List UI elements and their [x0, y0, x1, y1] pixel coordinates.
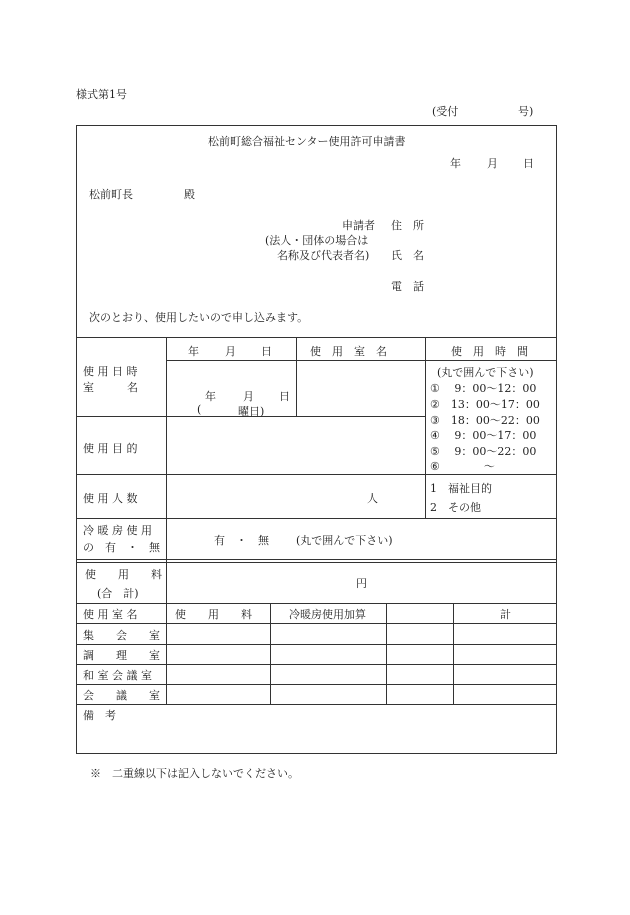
- aircon-choice: 有 ・ 無: [214, 534, 269, 547]
- fee-label-1: 使 用 料: [85, 568, 162, 581]
- rule: [76, 337, 557, 338]
- addressee-honorific: 殿: [184, 188, 195, 201]
- col-aircon-header: 冷暖房使用加算: [289, 608, 366, 621]
- date-day: 日: [523, 157, 534, 170]
- people-label: 使 用 人 数: [83, 492, 138, 505]
- time-slot-2: ② 13：00〜17：00: [430, 398, 540, 411]
- date-year: 年: [450, 157, 461, 170]
- cell-weekday: 曜日): [238, 405, 265, 418]
- rule: [270, 603, 271, 704]
- remarks-label: 備 考: [83, 709, 116, 722]
- time-slot-4: ④ 9：00〜17：00: [430, 429, 537, 442]
- addressee-name: 松前町長: [89, 188, 133, 201]
- fee-room-2: 調 理 室: [83, 649, 160, 662]
- applicant-label: 申請者: [342, 219, 375, 232]
- rule: [76, 559, 557, 560]
- fee-label-2: (合 計): [97, 587, 139, 600]
- footnote: ※ 二重線以下は記入しないでください。: [90, 767, 299, 780]
- aircon-label-2: の 有 ・ 無: [83, 541, 160, 554]
- rule: [76, 684, 557, 685]
- rule: [76, 518, 557, 519]
- time-slot-6: ⑥ 〜: [430, 460, 495, 473]
- rule: [76, 623, 557, 624]
- purpose-option-1: 1 福祉目的: [430, 482, 492, 495]
- form-number: 様式第1号: [76, 88, 127, 101]
- rule: [425, 337, 426, 518]
- time-slot-5: ⑤ 9：00〜22：00: [430, 445, 537, 458]
- hdr-time: 使 用 時 間: [451, 345, 528, 358]
- applicant-corporate-note-2: 名称及び代表者名): [277, 249, 370, 262]
- purpose-option-2: 2 その他: [430, 501, 481, 514]
- date-month: 月: [487, 157, 498, 170]
- fee-unit: 円: [356, 577, 367, 590]
- reception-prefix: (受付: [432, 105, 459, 118]
- fee-room-3: 和 室 会 議 室: [83, 669, 152, 682]
- form-title: 松前町総合福祉センター使用許可申請書: [208, 135, 406, 148]
- intro-text: 次のとおり、使用したいので申し込みます。: [89, 311, 309, 324]
- rule: [76, 644, 557, 645]
- time-slot-3: ③ 18：00〜22：00: [430, 414, 540, 427]
- people-unit: 人: [367, 492, 378, 505]
- rule: [386, 603, 387, 704]
- hdr-year: 年: [188, 345, 199, 358]
- col-room-header: 使 用 室 名: [83, 608, 138, 621]
- applicant-address-label: 住 所: [391, 219, 424, 232]
- hdr-room: 使 用 室 名: [310, 345, 387, 358]
- fee-room-1: 集 会 室: [83, 629, 160, 642]
- date-room-label-2: 室 名: [83, 381, 138, 394]
- col-total-header: 計: [500, 608, 511, 621]
- rule: [76, 603, 557, 604]
- rule: [166, 337, 167, 704]
- cell-month: 月: [243, 390, 254, 403]
- hdr-month: 月: [225, 345, 236, 358]
- cell-weekday-open: (: [197, 403, 202, 416]
- hdr-day: 日: [261, 345, 272, 358]
- time-slot-1: ① 9：00〜12：00: [430, 382, 537, 395]
- rule: [76, 664, 557, 665]
- applicant-name-label: 氏 名: [391, 249, 424, 262]
- rule: [166, 360, 557, 361]
- cell-day: 日: [279, 390, 290, 403]
- applicant-corporate-note-1: (法人・団体の場合は: [265, 234, 369, 247]
- reception-suffix: 号): [518, 105, 534, 118]
- rule: [453, 603, 454, 704]
- date-room-label-1: 使 用 日 時: [83, 365, 138, 378]
- rule: [76, 704, 557, 705]
- double-rule: [76, 562, 557, 563]
- fee-room-4: 会 議 室: [83, 689, 160, 702]
- applicant-phone-label: 電 話: [391, 280, 424, 293]
- rule: [76, 474, 557, 475]
- cell-year: 年: [205, 390, 216, 403]
- aircon-label-1: 冷 暖 房 使 用: [83, 524, 152, 537]
- rule: [296, 337, 297, 416]
- col-fee-header: 使 用 料: [175, 608, 252, 621]
- time-note: (丸で囲んで下さい): [437, 366, 534, 379]
- aircon-note: (丸で囲んで下さい): [296, 534, 393, 547]
- purpose-label: 使 用 目 的: [83, 442, 138, 455]
